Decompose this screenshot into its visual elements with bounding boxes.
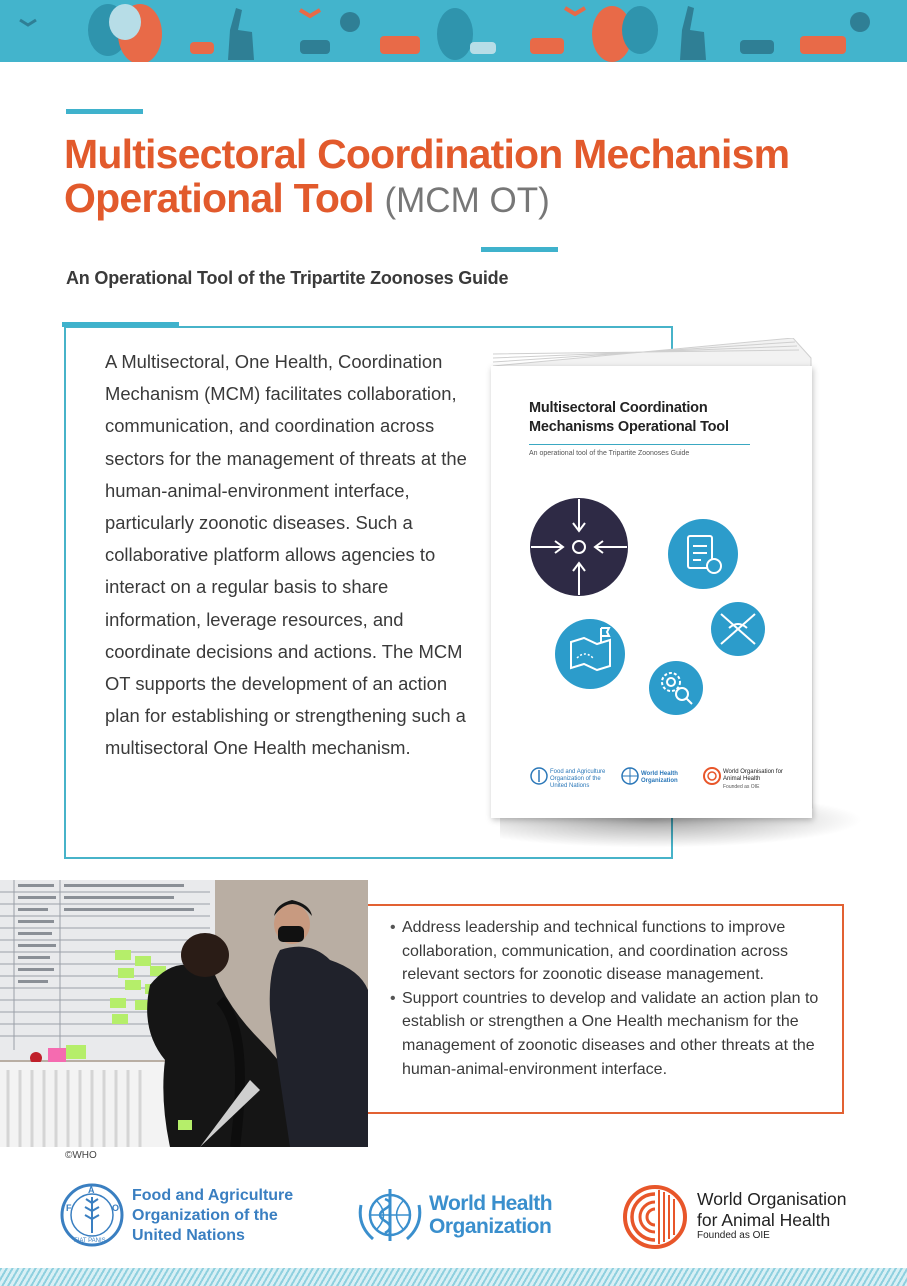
bullet-item-1: • Address leadership and technical functions to improve collaboration, communication, and coordination across relevant sectors for zoonotic disease management. (390, 916, 830, 987)
title-line-1: Multisectoral Coordination Mechanism (64, 131, 790, 177)
fao-name-line-3: United Nations (132, 1227, 245, 1244)
who-emblem-icon (355, 1185, 425, 1247)
title-abbreviation: (MCM OT) (384, 181, 550, 220)
booklet-icons (491, 366, 812, 818)
booklet-who-icon (622, 768, 638, 784)
bullet-list (390, 916, 830, 1081)
booklet-woah-icon (704, 768, 720, 784)
booklet-fao-label: Food and Agriculture Organization of the United Nations (550, 769, 606, 789)
fao-name-line-1: Food and Agriculture (132, 1187, 294, 1204)
svg-text:A: A (88, 1185, 95, 1195)
intro-paragraph: A Multisectoral, One Health, Coordination Mechanism (MCM) facilitates collaboration, communication, and coordination across sectors for the management of threats at the human-animal-environment interface, particularly zoonotic diseases. Such a collaborative platform allows agencies to interact on a regular basis to share information, leverage resources, and coordinate decisions and actions. The MCM OT supports the development of an action plan for establishing or strengthening such a multisectoral One Health mechanism. (105, 351, 467, 759)
page-subtitle: An Operational Tool of the Tripartite Zoonoses Guide (66, 268, 509, 288)
gear-search-icon (649, 661, 703, 715)
banner-illustration (0, 0, 907, 62)
workshop-photo (0, 880, 368, 1147)
booklet-subtitle: An operational tool of the Tripartite Zoonoses Guide (529, 450, 690, 457)
title-line-2: Operational Tool (64, 175, 374, 221)
workshop-photo-illustration (0, 880, 368, 1147)
woah-name-line-1: World Organisation (697, 1189, 847, 1209)
svg-text:O: O (112, 1203, 120, 1213)
title-accent-bar (66, 109, 143, 114)
fao-seal-text: FIAT PANIS (74, 1238, 106, 1244)
bullet-item-2: • Support countries to develop and validate an action plan to establish or strengthen a One Health mechanism for the management of zoonotic diseases and other threats at the human-animal-environment interface. (390, 987, 830, 1081)
intro-box-accent (62, 322, 179, 327)
svg-text:F: F (66, 1203, 72, 1213)
page-title (64, 132, 864, 223)
woah-logo-icon (622, 1184, 688, 1250)
fao-name-line-2: Organization of the (132, 1207, 278, 1224)
woah-name (697, 1189, 846, 1231)
booklet-fao-icon (531, 768, 547, 784)
booklet-title: Multisectoral Coordination Mechanisms Operational Tool (529, 400, 729, 435)
top-banner (0, 0, 907, 62)
photo-credit: ©WHO (65, 1150, 97, 1161)
map-flag-icon (555, 619, 625, 689)
bottom-stripe (0, 1268, 907, 1286)
handshake-icon (711, 602, 765, 656)
who-name (429, 1192, 552, 1238)
who-name-line-1: World Health (429, 1192, 553, 1215)
title-underline-accent (481, 247, 558, 252)
who-name-line-2: Organization (429, 1215, 552, 1238)
booklet-cover (491, 366, 812, 818)
booklet-woah-label: World Organisation for Animal Health (723, 769, 783, 782)
converge-arrows-icon (530, 498, 628, 596)
woah-name-line-2: for Animal Health (697, 1210, 831, 1230)
woah-founded-note: Founded as OIE (697, 1230, 770, 1241)
fao-logo-icon (60, 1183, 124, 1247)
fao-name (132, 1186, 293, 1246)
booklet-woah-sub: Founded as OIE (723, 784, 760, 790)
document-refresh-icon (668, 519, 738, 589)
booklet-who-label: World Health Organization (641, 771, 678, 784)
